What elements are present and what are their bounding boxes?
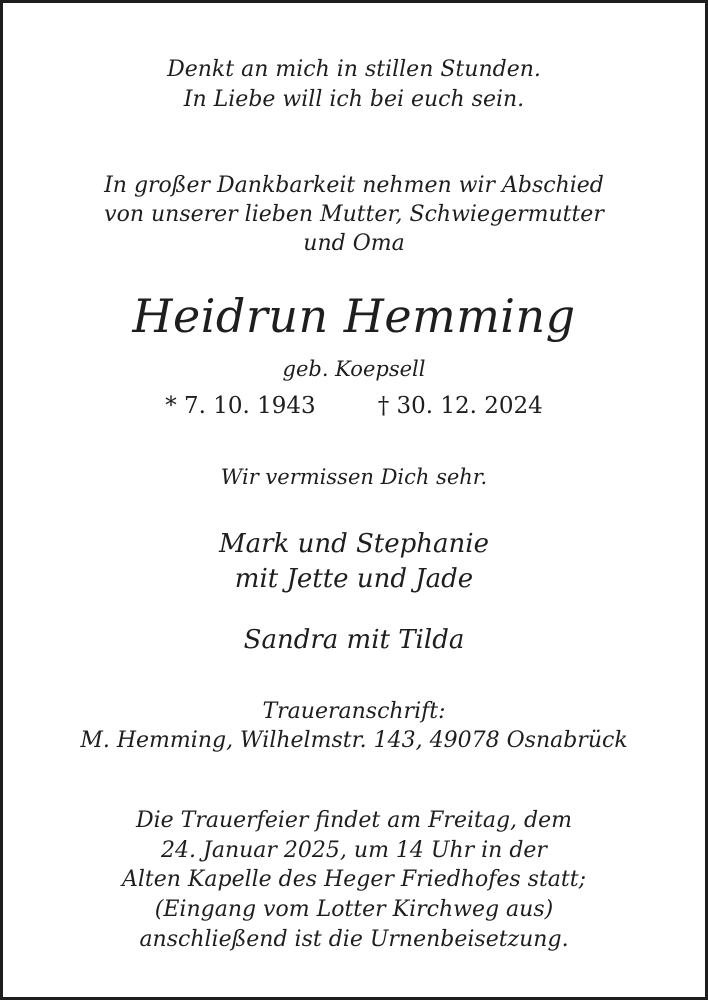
funeral-line-4: (Eingang vom Lotter Kirchweg aus)	[154, 897, 554, 922]
verse-line-2: In Liebe will ich bei euch sein.	[183, 87, 525, 112]
intro-line-1: In großer Dankbarkeit nehmen wir Abschied	[104, 173, 604, 198]
birth-name: geb. Koepsell	[282, 357, 426, 381]
intro-line-2: von unserer lieben Mutter, Schwiegermutter	[104, 202, 604, 227]
mourner-line-1: Mark und Stephanie	[219, 529, 489, 559]
birth-date: * 7. 10. 1943	[165, 393, 316, 419]
verse-line-1: Denkt an mich in stillen Stunden.	[167, 57, 541, 82]
address-label: Traueranschrift:	[262, 699, 446, 724]
funeral-line-5: anschließend ist die Urnenbeisetzung.	[139, 927, 569, 952]
funeral-line-1: Die Trauerfeier findet am Freitag, dem	[135, 808, 572, 833]
closing-line: Wir vermissen Dich sehr.	[220, 465, 488, 489]
life-dates	[3, 395, 705, 418]
mourner-line-2: mit Jette und Jade	[234, 564, 474, 594]
obituary-content	[3, 3, 705, 997]
intro-line-3: und Oma	[303, 231, 405, 256]
funeral-line-3: Alten Kapelle des Heger Friedhofes statt;	[121, 867, 586, 892]
mourner-line-3: Sandra mit Tilda	[243, 625, 465, 655]
death-date: † 30. 12. 2024	[377, 393, 543, 419]
deceased-name: Heidrun Hemming	[132, 289, 576, 343]
address-value: M. Hemming, Wilhelmstr. 143, 49078 Osnabrück	[80, 728, 628, 753]
funeral-line-2: 24. Januar 2025, um 14 Uhr in der	[161, 838, 547, 863]
